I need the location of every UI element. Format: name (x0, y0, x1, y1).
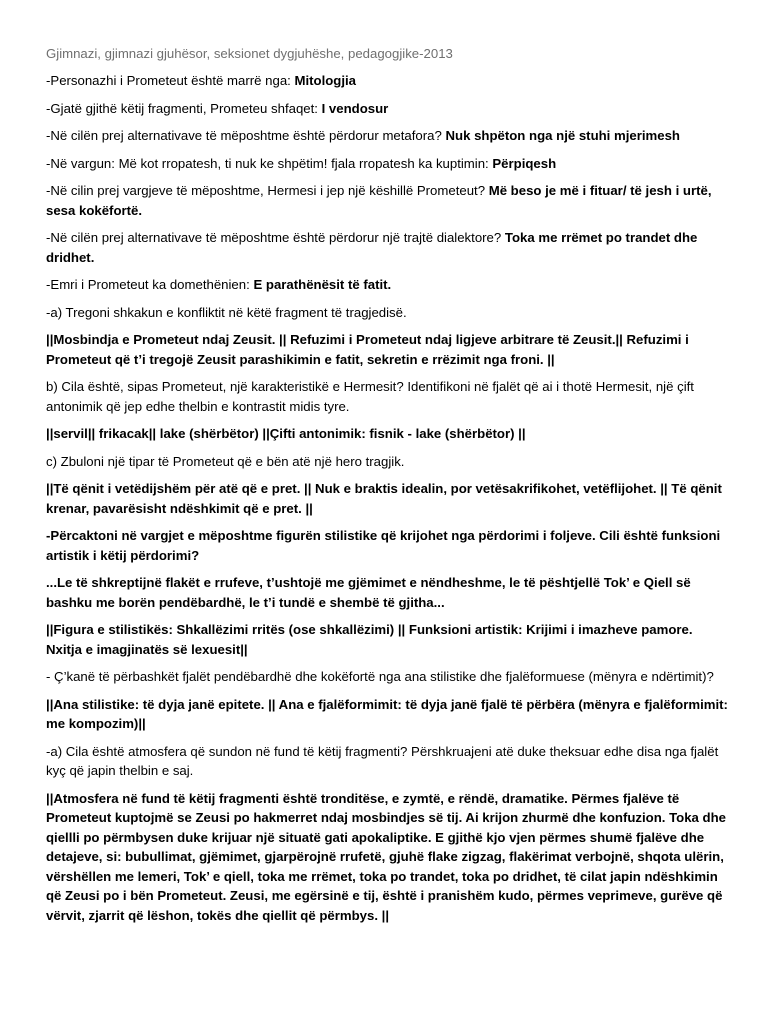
question-text: -Në cilin prej vargjeve të mëposhtme, Hermesi i jep një këshillë Prometeut? (46, 183, 489, 198)
question-5 (46, 181, 728, 220)
answer-text: Nuk shpëton nga një stuhi mjerimesh (445, 128, 680, 143)
answer-atmosphere: ||Atmosfera në fund të këtij fragmenti është tronditëse, e zymtë, e rëndë, dramatike. Përmes fjalëve të Prometeut kuptojmë se Zeusi po hakmerret ndaj mosbindjes së tij. Ai krijon zhurmë dhe konfuzion. Toka dhe qiellli po përmbysen duke krijuar një situatë gati apokaliptike. E gjithë kjo vjen përmes shumë fjalëve dhe detajeve, si: bubullimat, gjëmimet, gjarpërojnë rrufetë, gjuhë flake zigzag, flakërimat verbojnë, shqota ulërin, vërshëllen me lemeri, Tok’ e qiell, toka me rrëmet, toka po trandet, toka po dridhet, të cilat japin ndëshkimin që Zeusi po i bën Prometeut. Zeusi, me egërsinë e tij, është i pranishëm kudo, përmes veprimeve, gurëve që vërvit, zjarrit që lëshon, tokës dhe qiellit që përmbys. || (46, 790, 727, 923)
question-4 (46, 154, 728, 174)
question-hermes: b) Cila është, sipas Prometeut, një karakteristikë e Hermesit? Identifikoni në fjalët që ai i thotë Hermesit, një çift antonimik që jep edhe thelbin e kontrastit midis tyre. (46, 379, 694, 414)
question-text: -Në cilën prej alternativave të mëposhtme është përdorur një trajtë dialektore? (46, 230, 505, 245)
answer-text: Më beso je më i fituar/ të jesh i urtë, sesa kokëfortë. (46, 183, 712, 218)
answer-hermes: ||servil|| frikacak|| lake (shërbëtor) ||Çifti antonimik: fisnik - lake (shërbëtor) || (46, 426, 526, 441)
question-text: -Në vargun: Më kot rropatesh, ti nuk ke shpëtim! fjala rropatesh ka kuptimin: (46, 155, 493, 171)
answer-stylistic-figure: ||Figura e stilistikës: Shkallëzimi rritës (ose shkallëzimi) || Funksioni artistik: Krijimi i imazheve pamore. Nxitja e imagjinatës së lexuesit|| (46, 622, 693, 657)
question-stylistic-figure: -Përcaktoni në vargjet e mëposhtme figurën stilistike që krijohet nga përdorimi i foljeve. Cili është funksioni artistik i këtij përdorimi? (46, 528, 721, 563)
question-common-words: - Ç’kanë të përbashkët fjalët pendëbardhë dhe kokëfortë nga ana stilistike dhe fjalëformuese (mënyra e ndërtimit)? (46, 669, 714, 684)
answer-text: Mitologjia (294, 73, 357, 88)
question-1 (46, 71, 728, 91)
question-text: -Emri i Prometeut ka domethënien: (46, 277, 254, 292)
question-conflict: -a) Tregoni shkakun e konfliktit në këtë fragment të tragjedisë. (46, 304, 407, 320)
question-text: -Gjatë gjithë këtij fragmenti, Prometeu shfaqet: (46, 100, 322, 116)
answer-common-words: ||Ana stilistike: të dyja janë epitete. || Ana e fjalëformimit: të dyja janë fjalë të përbëra (mënyra e fjalëformimit: me kompozim)|| (46, 696, 728, 731)
question-tragic-hero: c) Zbuloni një tipar të Prometeut që e bën atë një hero tragjik. (46, 453, 405, 469)
question-2 (46, 99, 728, 119)
verse-quote: ...Le të shkreptijnë flakët e rrufeve, t’ushtojë me gjëmimet e nëndheshme, le të pështjellë Tok’ e Qiell së bashku me borën pendëbardhë, le t’i tundë e shembë të gjitha... (46, 575, 691, 610)
question-6 (46, 228, 728, 267)
question-text: -Personazhi i Prometeut është marrë nga: (46, 73, 295, 88)
document-title: Gjimnazi, gjimnazi gjuhësor, seksionet dygjuhëshe, pedagogjike-2013 (46, 46, 453, 61)
answer-conflict: ||Mosbindja e Prometeut ndaj Zeusit. || Refuzimi i Prometeut ndaj ligjeve arbitrare të Zeusit.|| Refuzimi i Prometeut që t’i tregojë Zeusit parashikimin e fatit, sekretin e rrëzimit nga froni. || (46, 332, 689, 367)
question-7 (46, 275, 728, 295)
answer-text: Toka me rrëmet po trandet dhe dridhet. (46, 230, 698, 265)
answer-tragic-hero: ||Të qënit i vetëdijshëm për atë që e pret. || Nuk e braktis idealin, por vetësakrifikohet, vetëflijohet. || Të qënit krenar, pavarësisht ndëshkimit që e pret. || (46, 481, 722, 516)
question-text: -Në cilën prej alternativave të mëposhtme është përdorur metafora? (46, 128, 446, 143)
answer-text: E parathënësit të fatit. (253, 277, 392, 292)
answer-text: I vendosur (321, 100, 389, 116)
question-atmosphere: -a) Cila është atmosfera që sundon në fund të këtij fragmenti? Përshkruajeni atë duke theksuar edhe disa nga fjalët kyç që japin thelbin e saj. (46, 743, 719, 778)
answer-text: Përpiqesh (492, 155, 557, 171)
question-3 (46, 126, 728, 146)
